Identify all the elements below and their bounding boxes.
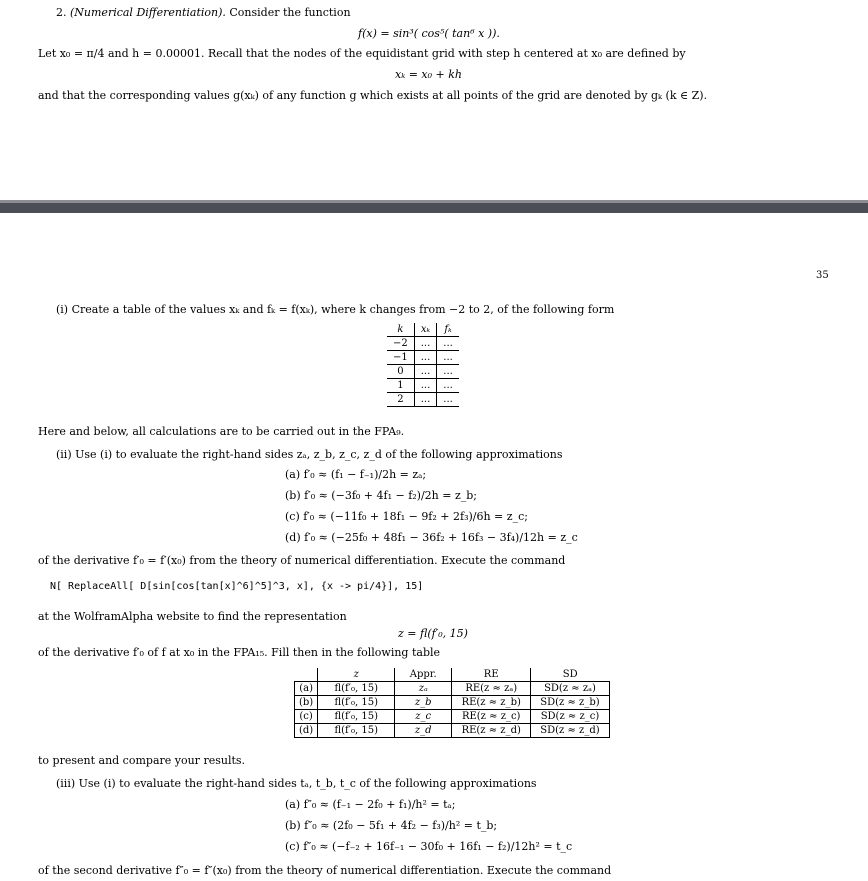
problem-heading xyxy=(56,6,351,19)
representation-equation: z = fl(f′₀, 15) xyxy=(398,627,468,640)
cell-k: 2 xyxy=(387,393,414,407)
grid-sentence-a: Let x₀ = π/4 and h = 0.00001. Recall that the nodes of the equidistant grid with step h centered at x₀ are defined by xyxy=(38,47,686,60)
second-derivative-sentence: of the second derivative f″₀ = f″(x₀) from the theory of numerical differentiation. Execute the command xyxy=(38,864,612,877)
cell-re: RE(z ≈ z_b) xyxy=(452,696,531,710)
cell-xk: ... xyxy=(414,365,437,379)
cell-label: (b) xyxy=(295,696,318,710)
present-sentence: to present and compare your results. xyxy=(38,754,246,767)
page-break-divider xyxy=(0,200,868,213)
node-equation: xₖ = x₀ + kh xyxy=(395,68,462,81)
table-row xyxy=(295,696,610,710)
cell-appr: z_c xyxy=(395,710,452,724)
problem-title: (Numerical Differentiation). xyxy=(70,6,226,19)
table-row xyxy=(295,724,610,738)
cell-k: −1 xyxy=(387,351,414,365)
page-gap xyxy=(0,213,868,221)
table-row xyxy=(387,365,459,379)
cell-xk: ... xyxy=(414,393,437,407)
table-row xyxy=(295,682,610,696)
table-row xyxy=(387,379,459,393)
cell-fk: ... xyxy=(437,351,459,365)
cell-z: fl(f′₀, 15) xyxy=(318,724,395,738)
cell-fk: ... xyxy=(437,365,459,379)
wolfram-sentence: at the WolframAlpha website to find the representation xyxy=(38,610,347,623)
approx-a: (a) f′₀ ≈ (f₁ − f₋₁)/2h = zₐ; xyxy=(285,468,427,481)
grid-sentence-b: and that the corresponding values g(xₖ) of any function g which exists at all points of the grid are denoted by gₖ (k ∈ Z). xyxy=(38,89,708,102)
part-iii-text: (iii) Use (i) to evaluate the right-hand sides tₐ, t_b, t_c of the following approximations xyxy=(56,777,537,790)
cell-re: RE(z ≈ zₐ) xyxy=(452,682,531,696)
problem-intro: Consider the function xyxy=(229,6,351,19)
header-k: k xyxy=(387,323,414,337)
cell-sd: SD(z ≈ zₐ) xyxy=(531,682,610,696)
header-label xyxy=(295,668,318,682)
table-row xyxy=(295,710,610,724)
approx-d: (d) f′₀ ≈ (−25f₀ + 48f₁ − 36f₂ + 16f₃ − 3f₄)/12h = z_c xyxy=(285,531,578,544)
cell-z: fl(f′₀, 15) xyxy=(318,682,395,696)
cell-sd: SD(z ≈ z_b) xyxy=(531,696,610,710)
values-table xyxy=(387,323,459,407)
cell-sd: SD(z ≈ z_d) xyxy=(531,724,610,738)
header-re: RE xyxy=(452,668,531,682)
cell-label: (a) xyxy=(295,682,318,696)
cell-label: (c) xyxy=(295,710,318,724)
fpa-note: Here and below, all calculations are to be carried out in the FPA₉. xyxy=(38,425,405,438)
page-number: 35 xyxy=(816,270,829,281)
part-i-text: (i) Create a table of the values xₖ and fₖ = f(xₖ), where k changes from −2 to 2, of the following form xyxy=(56,303,615,316)
second-approx-b: (b) f″₀ ≈ (2f₀ − 5f₁ + 4f₂ − f₃)/h² = t_b; xyxy=(285,819,498,832)
cell-xk: ... xyxy=(414,379,437,393)
cell-xk: ... xyxy=(414,351,437,365)
cell-fk: ... xyxy=(437,337,459,351)
header-fk: fₖ xyxy=(437,323,459,337)
table-row xyxy=(387,337,459,351)
part-ii-text: (ii) Use (i) to evaluate the right-hand sides zₐ, z_b, z_c, z_d of the following approximations xyxy=(56,448,563,461)
second-approx-a: (a) f″₀ ≈ (f₋₁ − 2f₀ + f₁)/h² = tₐ; xyxy=(285,798,456,811)
cell-appr: z_d xyxy=(395,724,452,738)
cell-z: fl(f′₀, 15) xyxy=(318,710,395,724)
function-equation: f(x) = sin³( cos⁵( tan⁶ x )). xyxy=(358,27,500,40)
derivative-sentence: of the derivative f′₀ = f′(x₀) from the theory of numerical differentiation. Execute the command xyxy=(38,554,566,567)
header-xk: xₖ xyxy=(414,323,437,337)
cell-re: RE(z ≈ z_c) xyxy=(452,710,531,724)
cell-k: −2 xyxy=(387,337,414,351)
header-z: z xyxy=(318,668,395,682)
table-row xyxy=(387,351,459,365)
cell-z: fl(f′₀, 15) xyxy=(318,696,395,710)
approx-c: (c) f′₀ ≈ (−11f₀ + 18f₁ − 9f₂ + 2f₃)/6h = z_c; xyxy=(285,510,528,523)
second-approx-c: (c) f″₀ ≈ (−f₋₂ + 16f₋₁ − 30f₀ + 16f₁ − f₂)/12h² = t_c xyxy=(285,840,573,853)
cell-sd: SD(z ≈ z_c) xyxy=(531,710,610,724)
cell-fk: ... xyxy=(437,379,459,393)
problem-number: 2. xyxy=(56,6,67,19)
header-appr: Appr. xyxy=(395,668,452,682)
cell-k: 0 xyxy=(387,365,414,379)
cell-appr: z_b xyxy=(395,696,452,710)
cell-k: 1 xyxy=(387,379,414,393)
cell-fk: ... xyxy=(437,393,459,407)
cell-re: RE(z ≈ z_d) xyxy=(452,724,531,738)
fill-sentence: of the derivative f′₀ of f at x₀ in the FPA₁₅. Fill then in the following table xyxy=(38,646,441,659)
table-row xyxy=(387,393,459,407)
cell-appr: zₐ xyxy=(395,682,452,696)
cell-label: (d) xyxy=(295,724,318,738)
results-table xyxy=(294,668,610,738)
approx-b: (b) f′₀ ≈ (−3f₀ + 4f₁ − f₂)/2h = z_b; xyxy=(285,489,478,502)
wolfram-command: N[ ReplaceAll[ D[sin[cos[tan[x]^6]^5]^3, x], {x -> pi/4}], 15] xyxy=(50,581,424,592)
cell-xk: ... xyxy=(414,337,437,351)
header-sd: SD xyxy=(531,668,610,682)
